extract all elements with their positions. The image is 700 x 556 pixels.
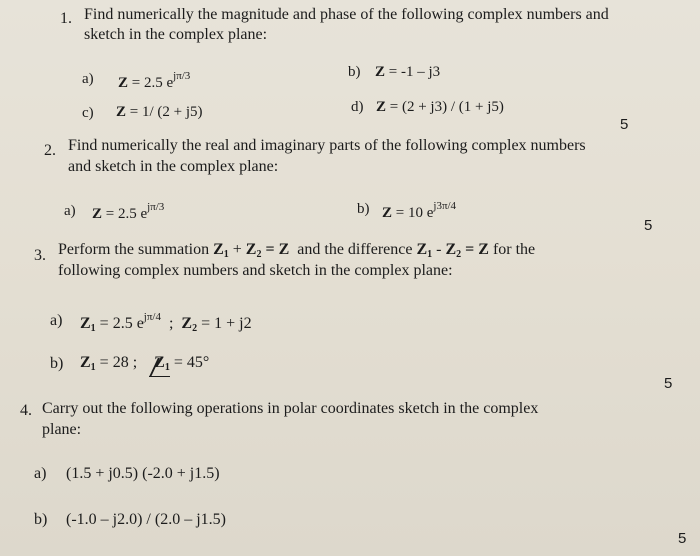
q2b-expr: Z = 10 $e^{j3\pi/4}$ bbox=[382, 200, 457, 221]
q4b-expr: (-1.0 – j2.0) / (2.0 – j1.5) bbox=[66, 511, 226, 528]
q3-text-line1: Perform the summation $Z_1 + Z_2 = Z$ and the difference $Z_1 - Z_2 = Z$ for the bbox=[58, 241, 536, 260]
angle-symbol: $Z_1$ bbox=[149, 355, 170, 377]
q1c-label: c) bbox=[82, 105, 94, 121]
q1-text-line2: sketch in the complex plane: bbox=[84, 26, 268, 43]
q2b-label: b) bbox=[357, 201, 370, 217]
q2a-expr: Z = 2.5 $e^{j\pi/3}$ bbox=[92, 201, 165, 222]
q1c-expr: Z = 1/ (2 + j5) bbox=[116, 104, 203, 120]
q3b-expr: $Z_1 = 28$ ; $Z_1 = 45^\circ$ bbox=[80, 354, 209, 377]
q1d-expr: Z = (2 + j3) / (1 + j5) bbox=[376, 99, 504, 115]
q1-marks: 5 bbox=[620, 116, 629, 133]
q2-text-line2: and sketch in the complex plane: bbox=[68, 158, 279, 175]
q4-marks: 5 bbox=[678, 530, 687, 547]
q4b-label: b) bbox=[34, 511, 48, 528]
q1b-label: b) bbox=[348, 64, 361, 80]
q1-number: 1. bbox=[60, 10, 72, 27]
q4-number: 4. bbox=[20, 402, 32, 419]
q3b-label: b) bbox=[50, 355, 64, 372]
q2a-label: a) bbox=[64, 203, 76, 219]
q1a-expr: Z = 2.5 $e^{j\pi/3}$ bbox=[118, 70, 191, 91]
q4a-expr: (1.5 + j0.5) (-2.0 + j1.5) bbox=[66, 465, 220, 482]
q1d-label: d) bbox=[351, 99, 364, 115]
q4a-label: a) bbox=[34, 465, 47, 482]
q1-text-line1: Find numerically the magnitude and phase of the following complex numbers and bbox=[84, 6, 609, 23]
q3a-label: a) bbox=[50, 312, 63, 329]
q3-number: 3. bbox=[34, 247, 46, 264]
q1b-expr: Z = -1 – j3 bbox=[375, 64, 441, 80]
q3-marks: 5 bbox=[664, 375, 673, 392]
q2-number: 2. bbox=[44, 142, 56, 159]
q2-text-line1: Find numerically the real and imaginary parts of the following complex numbers bbox=[68, 137, 586, 154]
q4-text-line1: Carry out the following operations in polar coordinates sketch in the complex bbox=[42, 400, 539, 417]
q3-text-line2: following complex numbers and sketch in the complex plane: bbox=[58, 262, 453, 279]
q2-marks: 5 bbox=[644, 217, 653, 234]
q1a-label: a) bbox=[82, 71, 94, 87]
q3a-expr: $Z_1 = 2.5$ $e^{j\pi/4}$ ; $Z_2 = 1 + j2$ bbox=[80, 311, 252, 334]
q4-text-line2: plane: bbox=[42, 421, 82, 438]
